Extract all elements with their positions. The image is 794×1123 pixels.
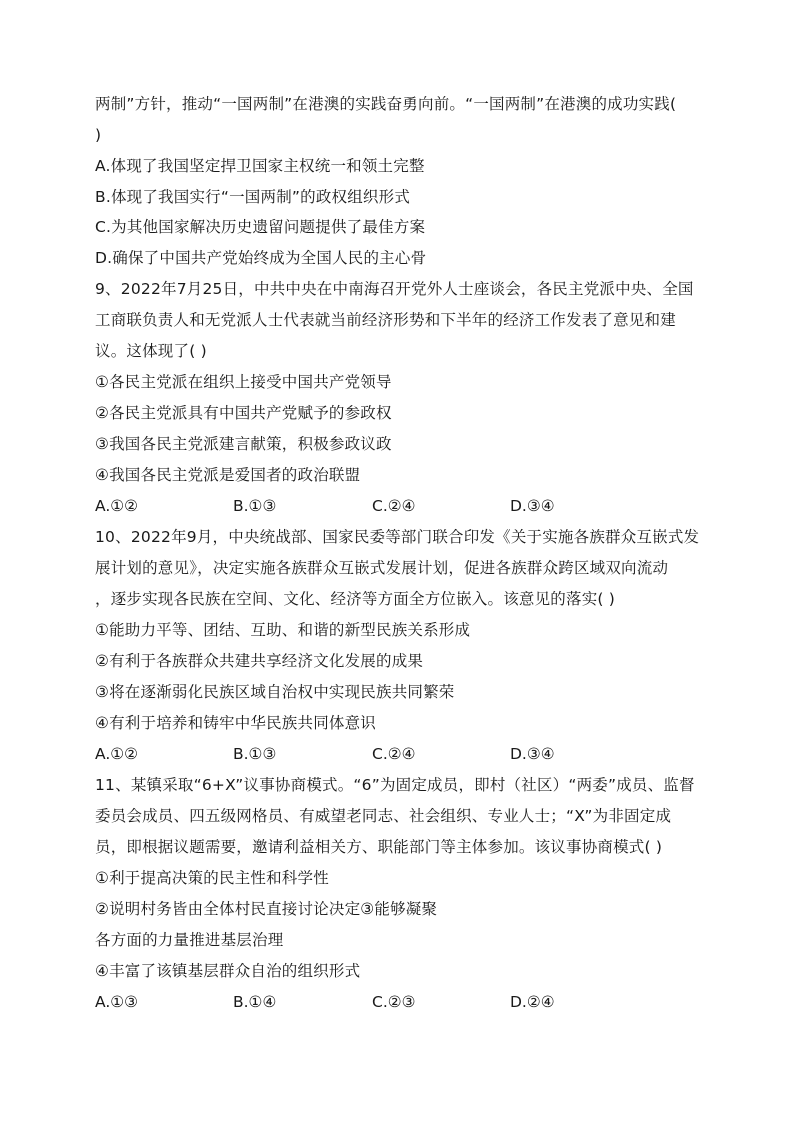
q10-choice-c: C.②④	[372, 745, 416, 763]
q9-choice-c: C.②④	[372, 497, 416, 515]
q9-statement-3: ③我国各民主党派建言献策，积极参政议政	[95, 435, 392, 453]
q9-choice-a: A.①②	[95, 497, 139, 515]
q11-statement-2: ②说明村务皆由全体村民直接讨论决定③能够凝聚	[95, 900, 438, 918]
q8-stem-paren: )	[95, 126, 102, 144]
q8-stem-line: 两制”方针，推动“一国两制”在港澳的实践奋勇向前。“一国两制”在港澳的成功实践(	[95, 95, 677, 113]
q10-stem-line-2: 展计划的意见》，决定实施各族群众互嵌式发展计划，促进各族群众跨区域双向流动	[95, 559, 669, 577]
q11-choice-b: B.①④	[233, 993, 277, 1011]
q9-choice-b: B.①③	[233, 497, 277, 515]
q9-stem-line-1: 9、2022年7月25日，中共中央在中南海召开党外人士座谈会，各民主党派中央、全国	[95, 280, 694, 298]
q11-statement-4: ④丰富了该镇基层群众自治的组织形式	[95, 962, 361, 980]
q10-stem-line-1: 10、2022年9月，中央统战部、国家民委等部门联合印发《关于实施各族群众互嵌式发	[95, 528, 700, 546]
q11-statement-1: ①利于提高决策的民主性和科学性	[95, 869, 329, 887]
q11-choice-c: C.②③	[372, 993, 416, 1011]
q8-option-c: C.为其他国家解决历史遗留问题提供了最佳方案	[95, 218, 426, 236]
q11-stem-line-2: 委员会成员、四五级网格员、有威望老同志、社会组织、专业人士；“X”为非固定成	[95, 807, 672, 825]
q10-statement-2: ②有利于各族群众共建共享经济文化发展的成果	[95, 652, 424, 670]
q10-choice-b: B.①③	[233, 745, 277, 763]
q11-stem-line-3: 员，即根据议题需要，邀请利益相关方、职能部门等主体参加。该议事协商模式( )	[95, 838, 663, 856]
q9-stem-line-2: 工商联负责人和无党派人士代表就当前经济形势和下半年的经济工作发表了意见和建	[95, 311, 676, 329]
q10-statement-1: ①能助力平等、团结、互助、和谐的新型民族关系形成	[95, 621, 471, 639]
q10-stem-line-3: ，逐步实现各民族在空间、文化、经济等方面全方位嵌入。该意见的落实( )	[95, 590, 616, 608]
q9-stem-line-3: 议。这体现了( )	[95, 342, 207, 360]
q10-statement-4: ④有利于培养和铸牢中华民族共同体意识	[95, 714, 376, 732]
q9-choice-d: D.③④	[510, 497, 555, 515]
q10-statement-3: ③将在逐渐弱化民族区域自治权中实现民族共同繁荣	[95, 683, 455, 701]
q9-statement-4: ④我国各民主党派是爱国者的政治联盟	[95, 466, 361, 484]
q9-statement-1: ①各民主党派在组织上接受中国共产党领导	[95, 373, 392, 391]
q10-choice-d: D.③④	[510, 745, 555, 763]
q8-option-a: A.体现了我国坚定捍卫国家主权统一和领土完整	[95, 157, 425, 175]
q11-choice-a: A.①③	[95, 993, 139, 1011]
q8-option-b: B.体现了我国实行“一国两制”的政权组织形式	[95, 188, 411, 206]
q9-statement-2: ②各民主党派具有中国共产党赋予的参政权	[95, 404, 392, 422]
q11-choice-d: D.②④	[510, 993, 555, 1011]
q11-stem-line-1: 11、某镇采取“6+X”议事协商模式。“6”为固定成员，即村（社区）“两委”成员、监督	[95, 776, 695, 794]
q8-option-d: D.确保了中国共产党始终成为全国人民的主心骨	[95, 249, 427, 267]
q11-statement-2-cont: 各方面的力量推进基层治理	[95, 931, 284, 949]
q10-choice-a: A.①②	[95, 745, 139, 763]
